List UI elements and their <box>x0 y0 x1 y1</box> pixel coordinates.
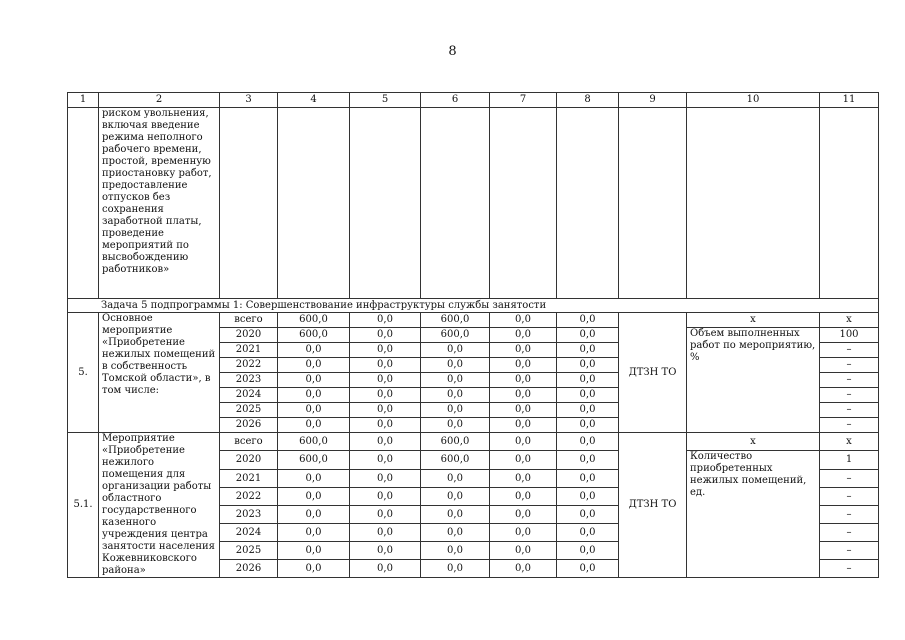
year-cell: всего <box>220 433 278 451</box>
indicator-value: – <box>820 418 879 433</box>
value-cell: 0,0 <box>350 524 421 542</box>
header-cell: 2 <box>99 93 220 108</box>
indicator-value: – <box>820 470 879 488</box>
value-cell: 600,0 <box>278 433 350 451</box>
year-cell: 2020 <box>220 328 278 343</box>
value-cell: 0,0 <box>490 328 557 343</box>
indicator-value: 100 <box>820 328 879 343</box>
value-cell: 0,0 <box>490 488 557 506</box>
header-cell: 6 <box>421 93 490 108</box>
header-cell: 1 <box>68 93 99 108</box>
year-cell: 2020 <box>220 451 278 470</box>
value-cell: 0,0 <box>490 373 557 388</box>
program-table <box>67 92 879 578</box>
value-cell: 0,0 <box>350 358 421 373</box>
header-cell: 4 <box>278 93 350 108</box>
header-cell: 7 <box>490 93 557 108</box>
indicator-name: Объем выполненных работ по мероприятию, % <box>687 328 820 433</box>
value-cell: 0,0 <box>557 373 619 388</box>
year-cell: 2025 <box>220 542 278 560</box>
item-name: Основное мероприятие «Приобретение нежилых помещений в собственность Томской области», в том числе: <box>99 313 220 433</box>
value-cell: 0,0 <box>490 358 557 373</box>
value-cell: 0,0 <box>421 388 490 403</box>
value-cell: 0,0 <box>490 418 557 433</box>
header-cell: 11 <box>820 93 879 108</box>
indicator-value: – <box>820 403 879 418</box>
value-cell: 0,0 <box>490 451 557 470</box>
value-cell: 0,0 <box>350 542 421 560</box>
value-cell: 0,0 <box>350 388 421 403</box>
value-cell: 600,0 <box>278 328 350 343</box>
indicator-value: – <box>820 560 879 578</box>
value-cell: 0,0 <box>421 403 490 418</box>
header-cell: 9 <box>619 93 687 108</box>
value-cell: 0,0 <box>350 433 421 451</box>
continuation-text: риском увольнения, включая введение режима неполного рабочего времени, простой, временную приостановку работ, предоставление отпусков без сохранения заработной платы, проведение мероприятий по высвобождению работников» <box>99 108 220 299</box>
value-cell: 0,0 <box>557 560 619 578</box>
task-title: Задача 5 подпрограммы 1: Совершенствование инфраструктуры службы занятости <box>68 299 879 313</box>
value-cell: 600,0 <box>278 313 350 328</box>
value-cell: 0,0 <box>421 524 490 542</box>
value-cell: 0,0 <box>350 488 421 506</box>
value-cell: 0,0 <box>350 560 421 578</box>
value-cell: 0,0 <box>278 542 350 560</box>
value-cell: 0,0 <box>490 403 557 418</box>
value-cell: 600,0 <box>278 451 350 470</box>
header-cell: 10 <box>687 93 820 108</box>
value-cell: 600,0 <box>421 433 490 451</box>
indicator-value: – <box>820 358 879 373</box>
year-cell: 2026 <box>220 418 278 433</box>
value-cell: 0,0 <box>557 418 619 433</box>
item-name: Мероприятие «Приобретение нежилого помещения для организации работы областного государственного казенного учреждения центра занятости населения Кожевниковского района» <box>99 433 220 578</box>
indicator-name: Количество приобретенных нежилых помещений, ед. <box>687 451 820 578</box>
value-cell: 0,0 <box>557 343 619 358</box>
value-cell: 0,0 <box>421 358 490 373</box>
value-cell: 0,0 <box>490 506 557 524</box>
indicator-value: – <box>820 373 879 388</box>
executor-cell: ДТЗН ТО <box>619 313 687 433</box>
value-cell: 0,0 <box>490 560 557 578</box>
value-cell: 0,0 <box>490 433 557 451</box>
value-cell: 0,0 <box>421 542 490 560</box>
value-cell: 0,0 <box>490 470 557 488</box>
value-cell: 0,0 <box>557 542 619 560</box>
value-cell: 0,0 <box>557 433 619 451</box>
value-cell: 0,0 <box>350 403 421 418</box>
value-cell: 0,0 <box>421 373 490 388</box>
indicator-value: х <box>820 433 879 451</box>
value-cell: 0,0 <box>490 343 557 358</box>
table-row <box>68 433 879 451</box>
value-cell: 0,0 <box>490 313 557 328</box>
year-cell: 2023 <box>220 506 278 524</box>
value-cell: 600,0 <box>421 328 490 343</box>
executor-cell: ДТЗН ТО <box>619 433 687 578</box>
header-cell: 8 <box>557 93 619 108</box>
value-cell: 0,0 <box>278 470 350 488</box>
value-cell: 0,0 <box>350 451 421 470</box>
indicator-value: – <box>820 488 879 506</box>
indicator-value: – <box>820 506 879 524</box>
value-cell: 0,0 <box>557 470 619 488</box>
value-cell: 0,0 <box>490 388 557 403</box>
value-cell: 0,0 <box>350 506 421 524</box>
value-cell: 0,0 <box>421 343 490 358</box>
value-cell: 0,0 <box>421 470 490 488</box>
value-cell: 0,0 <box>278 403 350 418</box>
value-cell: 0,0 <box>490 542 557 560</box>
value-cell: 0,0 <box>350 343 421 358</box>
indicator-value: – <box>820 388 879 403</box>
value-cell: 0,0 <box>557 403 619 418</box>
value-cell: 0,0 <box>278 506 350 524</box>
year-cell: 2025 <box>220 403 278 418</box>
value-cell: 0,0 <box>350 313 421 328</box>
year-cell: 2022 <box>220 358 278 373</box>
value-cell: 0,0 <box>350 373 421 388</box>
value-cell: 0,0 <box>557 388 619 403</box>
value-cell: 0,0 <box>557 313 619 328</box>
header-cell: 3 <box>220 93 278 108</box>
value-cell: 0,0 <box>278 418 350 433</box>
value-cell: 0,0 <box>557 488 619 506</box>
value-cell: 600,0 <box>421 451 490 470</box>
indicator-x: х <box>687 313 820 328</box>
value-cell: 0,0 <box>557 451 619 470</box>
value-cell: 0,0 <box>278 388 350 403</box>
year-cell: 2021 <box>220 470 278 488</box>
indicator-value: – <box>820 542 879 560</box>
value-cell: 0,0 <box>490 524 557 542</box>
continuation-row <box>68 108 879 299</box>
value-cell: 0,0 <box>278 343 350 358</box>
indicator-value: – <box>820 524 879 542</box>
value-cell: 0,0 <box>557 524 619 542</box>
value-cell: 0,0 <box>278 524 350 542</box>
value-cell: 0,0 <box>421 560 490 578</box>
value-cell: 0,0 <box>421 488 490 506</box>
indicator-x: х <box>687 433 820 451</box>
value-cell: 0,0 <box>350 328 421 343</box>
year-cell: всего <box>220 313 278 328</box>
year-cell: 2023 <box>220 373 278 388</box>
value-cell: 0,0 <box>278 488 350 506</box>
year-cell: 2024 <box>220 524 278 542</box>
task-row <box>68 299 879 313</box>
header-cell: 5 <box>350 93 421 108</box>
value-cell: 0,0 <box>421 506 490 524</box>
value-cell: 0,0 <box>557 328 619 343</box>
value-cell: 0,0 <box>278 373 350 388</box>
value-cell: 600,0 <box>421 313 490 328</box>
value-cell: 0,0 <box>350 418 421 433</box>
value-cell: 0,0 <box>278 358 350 373</box>
header-row <box>68 93 879 108</box>
year-cell: 2022 <box>220 488 278 506</box>
item-number: 5. <box>68 313 99 433</box>
indicator-value: х <box>820 313 879 328</box>
item-number: 5.1. <box>68 433 99 578</box>
indicator-value: – <box>820 343 879 358</box>
value-cell: 0,0 <box>350 470 421 488</box>
value-cell: 0,0 <box>421 418 490 433</box>
value-cell: 0,0 <box>557 506 619 524</box>
year-cell: 2021 <box>220 343 278 358</box>
indicator-value: 1 <box>820 451 879 470</box>
page-number: 8 <box>448 44 457 59</box>
table-row <box>68 313 879 328</box>
value-cell: 0,0 <box>278 560 350 578</box>
value-cell: 0,0 <box>557 358 619 373</box>
year-cell: 2024 <box>220 388 278 403</box>
year-cell: 2026 <box>220 560 278 578</box>
